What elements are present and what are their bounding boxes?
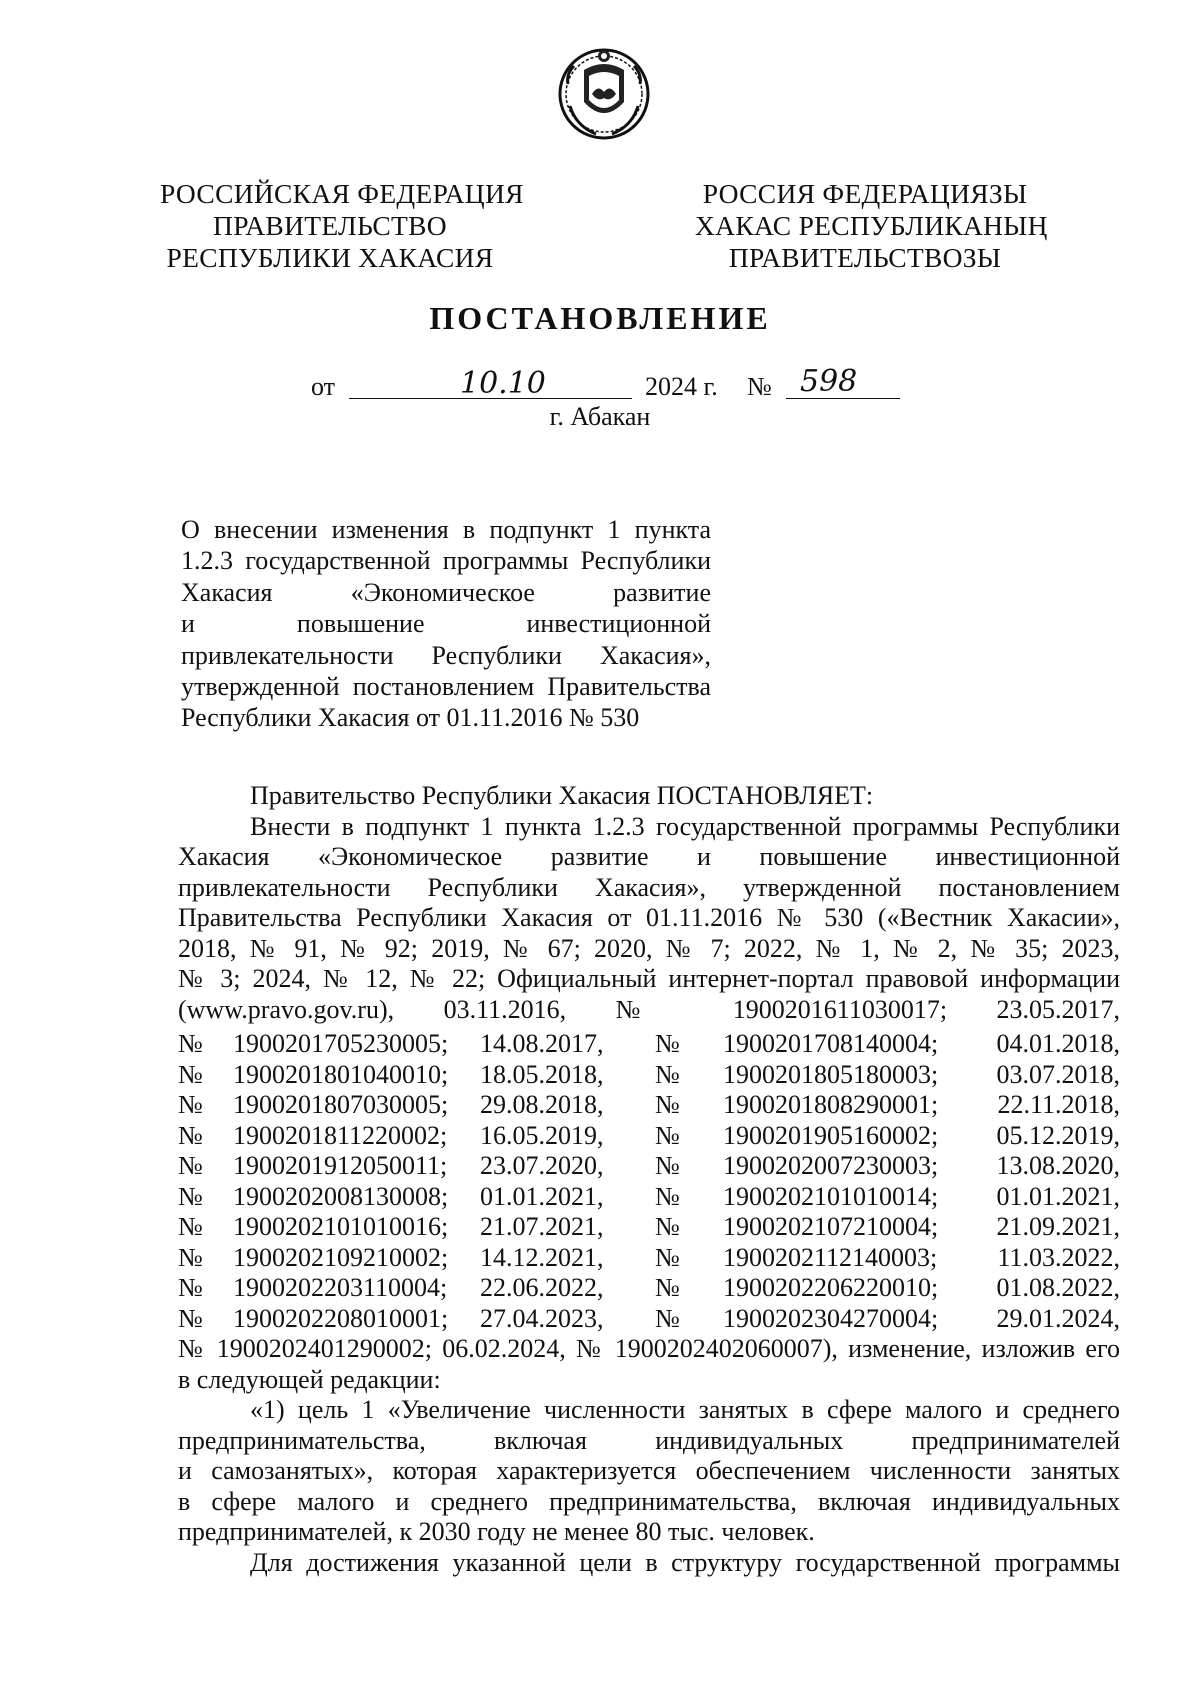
number-sign: № [178,1273,203,1302]
registry-date: 01.08.2022, [996,1273,1120,1302]
registry-number: 1900202107210004; [723,1212,939,1241]
number-sign: № [178,1059,203,1089]
header-right-line: ПРАВИТЕЛЬСТВОЗЫ [728,242,1002,273]
registry-date: 22.06.2022, [480,1273,604,1302]
number-sign: № [178,1303,203,1333]
body-line: (www.pravo.gov.ru), 03.11.2016, № 1900201611030017; 23.05.2017, [178,994,1120,1024]
goal-line: в сфере малого и среднего предпринимательства, включая индивидуальных [178,1486,1120,1516]
registry-date: 16.05.2019, [480,1120,604,1150]
registry-date: 03.07.2018, [996,1059,1120,1089]
subject-line: 1.2.3 государственной программы Республики [181,546,711,576]
date-prefix: от [311,372,336,401]
number-sign: № [655,1090,680,1119]
subject-line: привлекательности Республики Хакасия», [181,640,711,670]
goal-line: предпринимателей, к 2030 году не менее 80 тыс. человек. [178,1517,815,1546]
subject-line: Республики Хакасия от 01.11.2016 № 530 [181,703,640,733]
number-sign: № [178,1090,203,1119]
registry-number: 1900201801040010; [233,1059,449,1089]
registry-row [178,1151,1120,1182]
subject-line: О внесении изменения в подпункт 1 пункта [181,515,711,544]
number-sign: № [655,1242,680,1272]
year-label: 2024 г. [645,372,718,401]
registry-date: 29.08.2018, [480,1090,604,1119]
registry-row [178,1273,1120,1304]
registry-date: 04.01.2018, [996,1029,1120,1058]
body-line: № 1900202401290002; 06.02.2024, № 1900202402060007), изменение, изложив его [178,1334,1120,1363]
date-number-line [0,366,1200,406]
body-line: 2018, № 91, № 92; 2019, № 67; 2020, № 7; 2022, № 1, № 2, № 35; 2023, [178,933,1120,963]
number-sign: № [655,1303,680,1333]
body-line: Хакасия «Экономическое развитие и повышение инвестиционной [178,842,1120,871]
registry-number: 1900201912050011; [233,1151,448,1180]
subject-line: и повышение инвестиционной [181,609,711,639]
registry-number: 1900202008130008; [233,1181,449,1211]
registry-date: 01.01.2021, [480,1181,604,1211]
number-sign: № [747,372,772,401]
registry-number: 1900202203110004; [233,1273,448,1302]
decree-line: Правительство Республики Хакасия ПОСТАНОВЛЯЕТ: [250,781,874,810]
registry-date: 11.03.2022, [997,1242,1120,1272]
goal-line: «1) цель 1 «Увеличение численности занятых в сфере малого и среднего [250,1395,1120,1424]
registry-row [178,1029,1120,1060]
header-left-line: РОССИЙСКАЯ ФЕДЕРАЦИЯ [160,178,524,209]
document-title: ПОСТАНОВЛЕНИЕ [429,300,771,336]
registry-row [178,1182,1120,1213]
number-sign: № [178,1242,203,1272]
number-sign: № [655,1212,680,1241]
body-line: № 3; 2024, № 12, № 22; Официальный интернет-портал правовой информации [178,964,1120,993]
registry-date: 22.11.2018, [997,1090,1120,1119]
registry-date: 14.08.2017, [480,1029,604,1058]
subject-line: утвержденной постановлением Правительства [181,672,711,702]
header-left [160,178,524,274]
body-line: в следующей редакции: [178,1364,441,1394]
body-intro [178,781,1120,1025]
body-line: Внести в подпункт 1 пункта 1.2.3 государственной программы Республики [250,811,1120,841]
registry-table [178,1029,1120,1334]
registry-number: 1900201805180003; [723,1059,939,1089]
number-sign: № [655,1151,680,1180]
handwritten-date: 10.10 [460,366,546,401]
registry-number: 1900201807030005; [233,1090,449,1119]
number-sign: № [178,1151,203,1180]
number-sign: № [655,1059,680,1089]
registry-number: 1900201811220002; [233,1120,448,1150]
registry-number: 1900201705230005; [233,1029,449,1058]
subject-line: Хакасия «Экономическое развитие [181,577,711,607]
registry-date: 01.01.2021, [996,1181,1120,1211]
registry-number: 1900202112140003; [723,1242,938,1272]
registry-number: 1900202109210002; [233,1242,449,1272]
registry-row [178,1304,1120,1335]
registry-number: 1900202208010001; [233,1303,449,1333]
registry-date: 29.01.2024, [996,1303,1120,1333]
body-line: Для достижения указанной цели в структуру государственной программы [250,1547,1120,1577]
handwritten-number: 598 [800,364,858,399]
registry-number: 1900202007230003; [723,1151,939,1180]
registry-row [178,1090,1120,1121]
registry-row [178,1243,1120,1274]
goal-line: предпринимательства, включая индивидуальных предпринимателей [178,1425,1120,1455]
number-sign: № [655,1029,680,1058]
registry-number: 1900201708140004; [723,1029,939,1058]
number-sign: № [178,1181,203,1211]
header-right [695,178,1048,274]
registry-date: 23.07.2020, [480,1151,604,1180]
subject-block [181,514,711,734]
registry-date: 18.05.2018, [480,1059,604,1089]
header-right-line: ХАКАС РЕСПУБЛИКАНЫҢ [695,210,1048,241]
goal-line: и самозанятых», которая характеризуется обеспечением численности занятых [178,1456,1120,1485]
number-sign: № [655,1120,680,1150]
registry-number: 1900202304270004; [723,1303,939,1333]
header-right-line: РОССИЯ ФЕДЕРАЦИЯЗЫ [702,178,1028,209]
body-line: привлекательности Республики Хакасия», утвержденной постановлением [178,872,1120,902]
registry-row [178,1121,1120,1152]
header-left-line: ПРАВИТЕЛЬСТВО [213,210,447,241]
number-sign: № [178,1120,203,1150]
registry-number: 1900202206220010; [723,1273,939,1302]
city-label: г. Абакан [549,402,651,431]
body-line: Правительства Республики Хакасия от 01.11.2016 № 530 («Вестник Хакасии», [178,903,1120,932]
header-left-line: РЕСПУБЛИКИ ХАКАСИЯ [166,242,494,273]
registry-number: 1900202101010016; [233,1212,449,1241]
coat-of-arms-icon [556,44,652,142]
registry-date: 21.07.2021, [480,1212,604,1241]
registry-row [178,1060,1120,1091]
registry-date: 05.12.2019, [996,1120,1120,1150]
registry-date: 21.09.2021, [996,1212,1120,1241]
registry-number: 1900202101010014; [723,1181,939,1211]
number-sign: № [655,1273,680,1302]
number-sign: № [655,1181,680,1211]
body-continuation [178,1334,1120,1578]
registry-date: 13.08.2020, [996,1151,1120,1180]
registry-date: 14.12.2021, [480,1242,604,1272]
registry-date: 27.04.2023, [480,1303,604,1333]
number-sign: № [178,1212,203,1241]
registry-row [178,1212,1120,1243]
registry-number: 1900201905160002; [723,1120,939,1150]
number-sign: № [178,1029,203,1058]
registry-number: 1900201808290001; [723,1090,939,1119]
